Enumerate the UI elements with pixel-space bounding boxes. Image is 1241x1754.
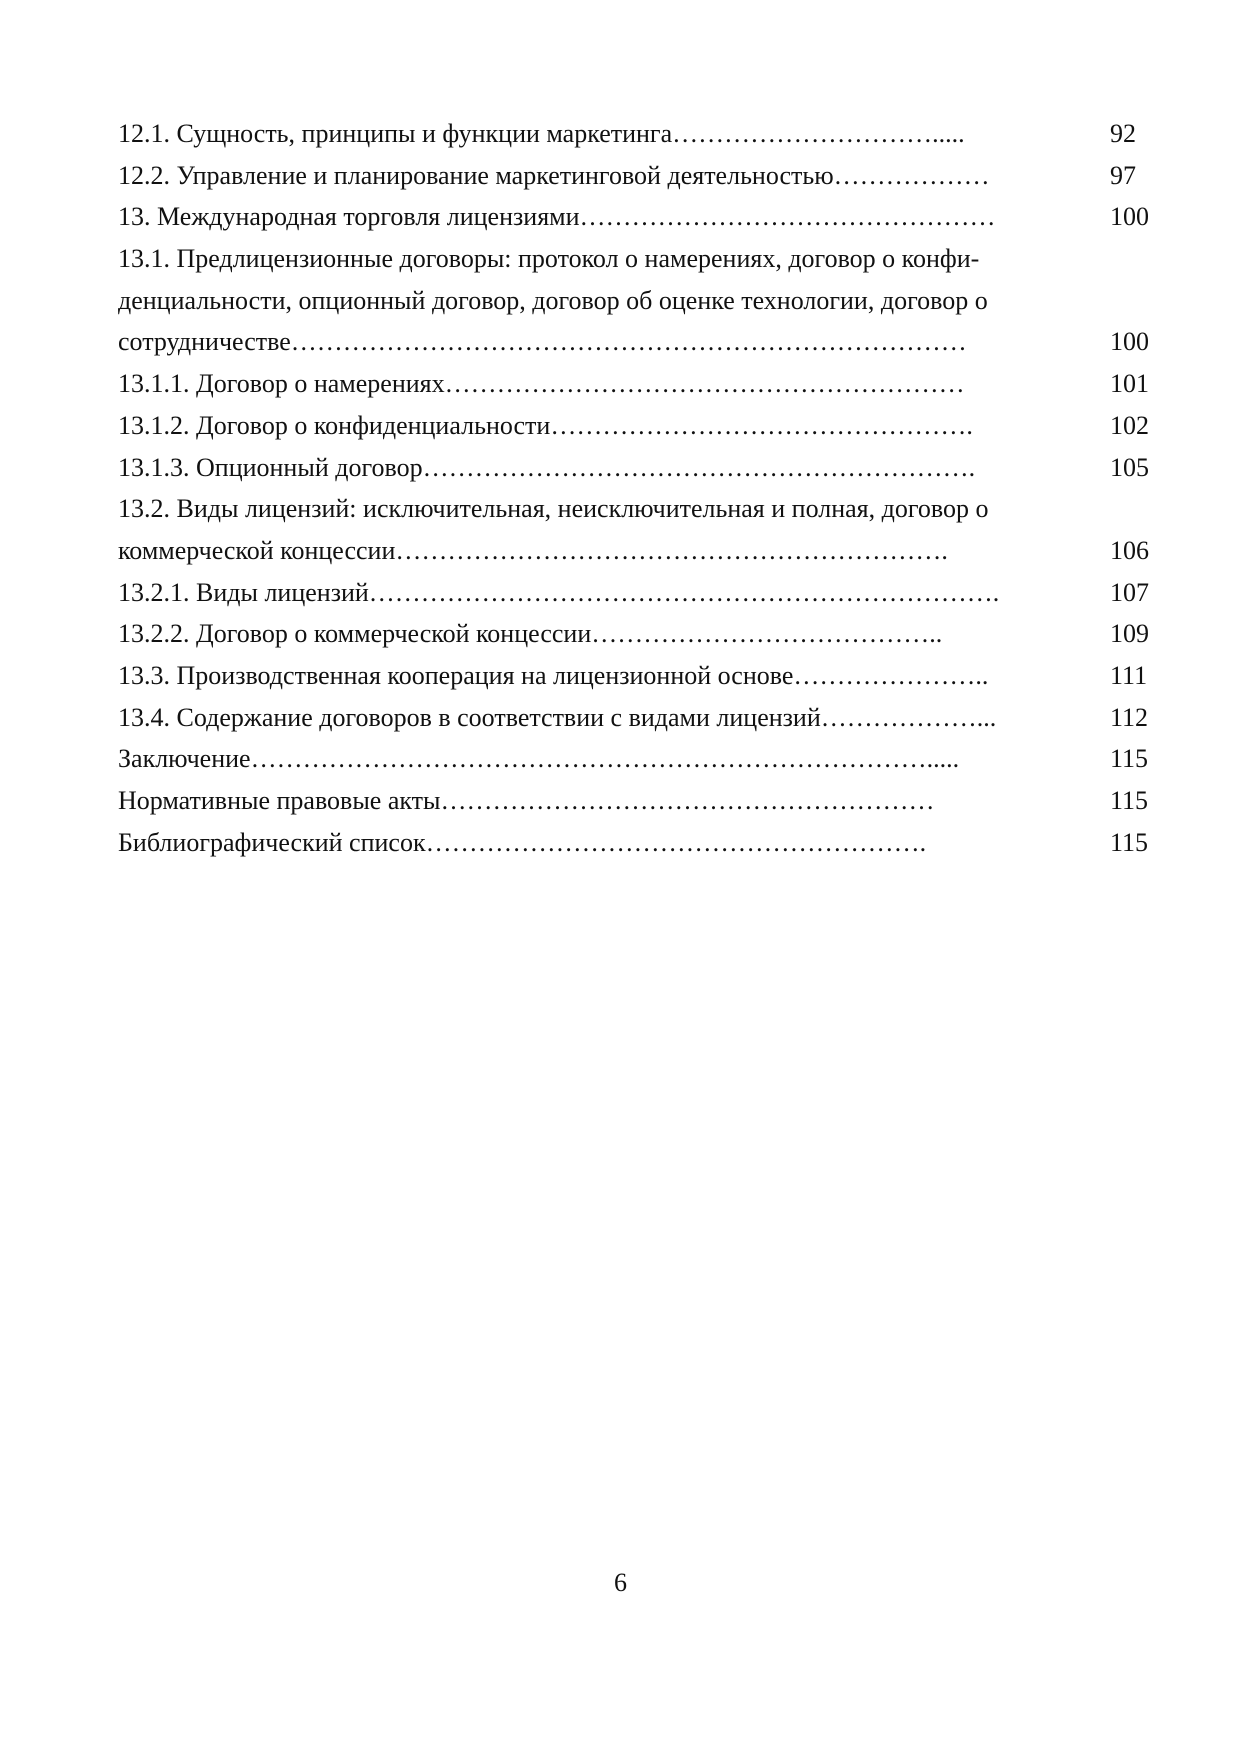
toc-entry-title: 13.2. Виды лицензий: исключительная, неисключительная и полная, договор о xyxy=(118,494,989,524)
toc-entry-title: 13.4. Содержание договоров в соответствии с видами лицензий………………... xyxy=(118,702,997,732)
toc-entry-legal-acts xyxy=(118,780,1158,822)
toc-entry-13-1-line-3 xyxy=(118,321,1158,363)
toc-entry-page: 101 xyxy=(1110,369,1149,399)
toc-entry-13-2-line-1 xyxy=(118,488,1158,530)
toc-entry-13-2-2 xyxy=(118,613,1158,655)
toc-entry-page: 92 xyxy=(1110,119,1136,148)
toc-entry-title: 13.1.1. Договор о намерениях…………………………………………………… xyxy=(118,369,965,399)
toc-entry-page: 115 xyxy=(1110,744,1149,774)
toc-entry-title: сотрудничестве…………………………………………………………………… xyxy=(118,327,967,357)
toc-entry-title: денциальности, опционный договор, договор об оценке технологии, договор о xyxy=(118,285,988,315)
toc-entry-page: 106 xyxy=(1110,535,1149,565)
toc-entry-title: 12.2. Управление и планирование маркетинговой деятельностью……………… xyxy=(118,160,990,190)
toc-entry-bibliography xyxy=(118,822,1158,864)
toc-entry-12-1 xyxy=(118,113,1158,155)
toc-entry-page: 100 xyxy=(1110,327,1149,357)
toc-entry-13-1-1 xyxy=(118,363,1158,405)
toc-entry-12-2 xyxy=(118,155,1158,197)
toc-entry-page: 100 xyxy=(1110,202,1149,232)
toc-entry-13 xyxy=(118,196,1158,238)
toc-entry-page: 112 xyxy=(1110,702,1149,732)
page-number: 6 xyxy=(614,1568,627,1597)
toc-entry-page: 97 xyxy=(1110,160,1136,190)
toc-entry-page: 115 xyxy=(1110,827,1149,857)
toc-entry-title: 13. Международная торговля лицензиями………………………………………… xyxy=(118,202,996,232)
toc-entry-title: Нормативные правовые акты………………………………………………… xyxy=(118,786,935,815)
toc-entry-title: 13.2.1. Виды лицензий………………………………………………………………. xyxy=(118,577,1000,607)
toc-entry-page: 102 xyxy=(1110,410,1149,440)
toc-entry-page: 111 xyxy=(1110,660,1148,690)
toc-entry-title: 13.1. Предлицензионные договоры: протокол о намерениях, договор о конфи- xyxy=(118,244,980,274)
toc-entry-title: 13.3. Производственная кооперация на лицензионной основе………………….. xyxy=(118,660,989,690)
toc-entry-title: 13.1.2. Договор о конфиденциальности…………………………………………. xyxy=(118,410,973,440)
toc-entry-13-1-line-2 xyxy=(118,280,1158,322)
toc-entry-page: 115 xyxy=(1110,786,1149,815)
toc-entry-title: коммерческой концессии………………………………………………………. xyxy=(118,535,948,565)
toc-entry-13-1-line-1 xyxy=(118,238,1158,280)
toc-entry-conclusion xyxy=(118,738,1158,780)
toc-entry-title: Библиографический список…………………………………………………. xyxy=(118,827,927,857)
toc-entry-13-4 xyxy=(118,697,1158,739)
toc-entry-page: 109 xyxy=(1110,619,1149,649)
toc-entry-page: 107 xyxy=(1110,577,1149,607)
toc-entry-13-3 xyxy=(118,655,1158,697)
toc-entry-page: 105 xyxy=(1110,452,1149,482)
toc-entry-title: 13.2.2. Договор о коммерческой концессии………………………………….. xyxy=(118,619,943,649)
toc-entry-13-2-line-2 xyxy=(118,530,1158,572)
toc-entry-title: Заключение……………………………………………………………………..... xyxy=(118,744,960,774)
toc-entry-13-1-3 xyxy=(118,447,1158,489)
toc-entry-title: 12.1. Сущность, принципы и функции маркетинга…………………………..... xyxy=(118,119,965,148)
toc-entry-13-2-1 xyxy=(118,572,1158,614)
toc-entry-13-1-2 xyxy=(118,405,1158,447)
table-of-contents xyxy=(118,113,1158,863)
toc-entry-title: 13.1.3. Опционный договор………………………………………………………. xyxy=(118,452,976,482)
